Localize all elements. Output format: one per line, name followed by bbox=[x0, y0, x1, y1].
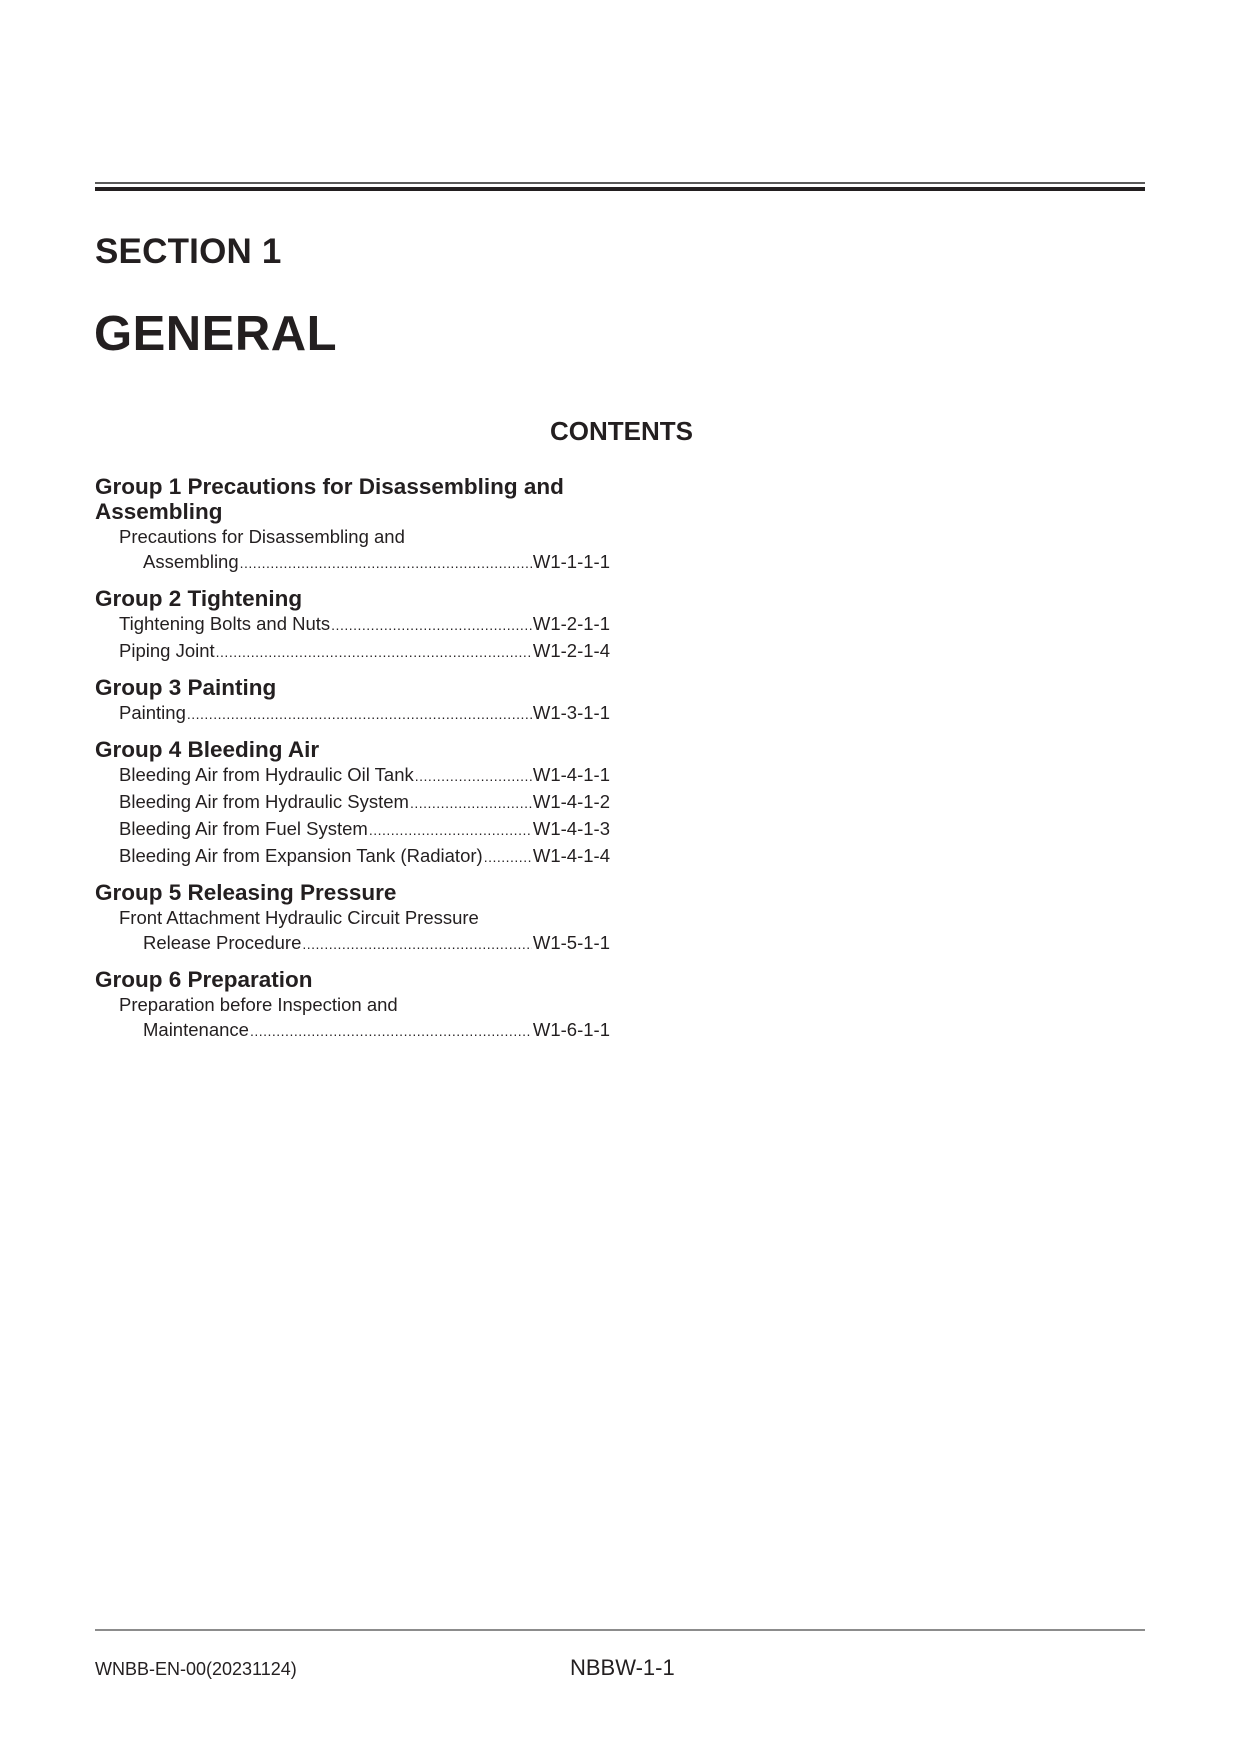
toc-entry[interactable] bbox=[95, 1017, 610, 1044]
header-rule-thin bbox=[95, 182, 1145, 184]
toc-entry[interactable] bbox=[95, 843, 610, 870]
toc-entry[interactable] bbox=[95, 762, 610, 789]
dot-leader bbox=[415, 762, 532, 789]
toc-entry-label: Bleeding Air from Expansion Tank (Radiator) bbox=[119, 845, 483, 866]
toc-group-1 bbox=[95, 474, 610, 576]
toc-group-2 bbox=[95, 586, 610, 665]
dot-leader bbox=[484, 843, 532, 870]
toc-entry-page: W1-2-1-4 bbox=[532, 640, 610, 661]
toc-entry-page: W1-4-1-3 bbox=[532, 818, 610, 839]
toc-group-title: Group 5 Releasing Pressure bbox=[95, 880, 397, 905]
toc-entry-label: Tightening Bolts and Nuts bbox=[119, 613, 331, 634]
toc-entry-page: W1-3-1-1 bbox=[532, 702, 610, 723]
footer-page-number: NBBW-1-1 bbox=[570, 1655, 675, 1680]
toc-group-title-continued: Assembling bbox=[95, 499, 223, 524]
toc-entry[interactable] bbox=[95, 816, 610, 843]
dot-leader bbox=[410, 789, 532, 816]
footer-rule bbox=[95, 1629, 1145, 1631]
toc-entry-page: W1-2-1-1 bbox=[532, 613, 610, 634]
dot-leader bbox=[187, 700, 532, 727]
toc-group-title: Group 6 Preparation bbox=[95, 967, 313, 992]
toc-group-4 bbox=[95, 737, 610, 870]
toc-entry-label: Release Procedure bbox=[143, 932, 302, 953]
toc-group-title: Group 3 Painting bbox=[95, 675, 277, 700]
toc-entry-label-line1: Preparation before Inspection and bbox=[119, 994, 398, 1015]
toc-entry-label: Painting bbox=[119, 702, 186, 723]
section-label: SECTION 1 bbox=[95, 232, 282, 271]
dot-leader bbox=[369, 816, 532, 843]
toc-entry-page: W1-6-1-1 bbox=[532, 1019, 610, 1040]
toc-entry-label-line1: Precautions for Disassembling and bbox=[119, 526, 405, 547]
toc-group-3 bbox=[95, 675, 610, 727]
dot-leader bbox=[216, 638, 532, 665]
section-title: GENERAL bbox=[94, 307, 338, 361]
toc-group-title: Group 1 Precautions for Disassembling and bbox=[95, 474, 564, 499]
toc-entry-page: W1-1-1-1 bbox=[532, 551, 610, 572]
toc-entry-page: W1-4-1-2 bbox=[532, 791, 610, 812]
toc-entry-label: Bleeding Air from Hydraulic Oil Tank bbox=[119, 764, 414, 785]
table-of-contents bbox=[95, 474, 610, 1054]
toc-entry-label: Piping Joint bbox=[119, 640, 215, 661]
toc-entry[interactable] bbox=[95, 789, 610, 816]
contents-heading: CONTENTS bbox=[550, 416, 693, 446]
dot-leader bbox=[331, 611, 532, 638]
toc-entry[interactable] bbox=[95, 549, 610, 576]
toc-group-6 bbox=[95, 967, 610, 1044]
toc-entry-page: W1-4-1-1 bbox=[532, 764, 610, 785]
toc-entry-label-line1: Front Attachment Hydraulic Circuit Pressure bbox=[119, 907, 479, 928]
toc-entry[interactable] bbox=[95, 700, 610, 727]
toc-entry-page: W1-5-1-1 bbox=[532, 932, 610, 953]
footer-doc-code: WNBB-EN-00(20231124) bbox=[95, 1659, 297, 1679]
toc-entry-label: Bleeding Air from Fuel System bbox=[119, 818, 368, 839]
dot-leader bbox=[250, 1017, 532, 1044]
toc-entry[interactable] bbox=[95, 930, 610, 957]
toc-entry-label: Assembling bbox=[143, 551, 239, 572]
header-rule-thick bbox=[95, 187, 1145, 191]
toc-entry-label: Bleeding Air from Hydraulic System bbox=[119, 791, 409, 812]
toc-entry-page: W1-4-1-4 bbox=[532, 845, 610, 866]
toc-group-title: Group 2 Tightening bbox=[95, 586, 303, 611]
toc-entry[interactable] bbox=[95, 611, 610, 638]
toc-entry[interactable] bbox=[95, 638, 610, 665]
dot-leader bbox=[302, 930, 532, 957]
toc-entry-label: Maintenance bbox=[143, 1019, 249, 1040]
toc-group-title: Group 4 Bleeding Air bbox=[95, 737, 320, 762]
toc-group-5 bbox=[95, 880, 610, 957]
dot-leader bbox=[240, 549, 532, 576]
